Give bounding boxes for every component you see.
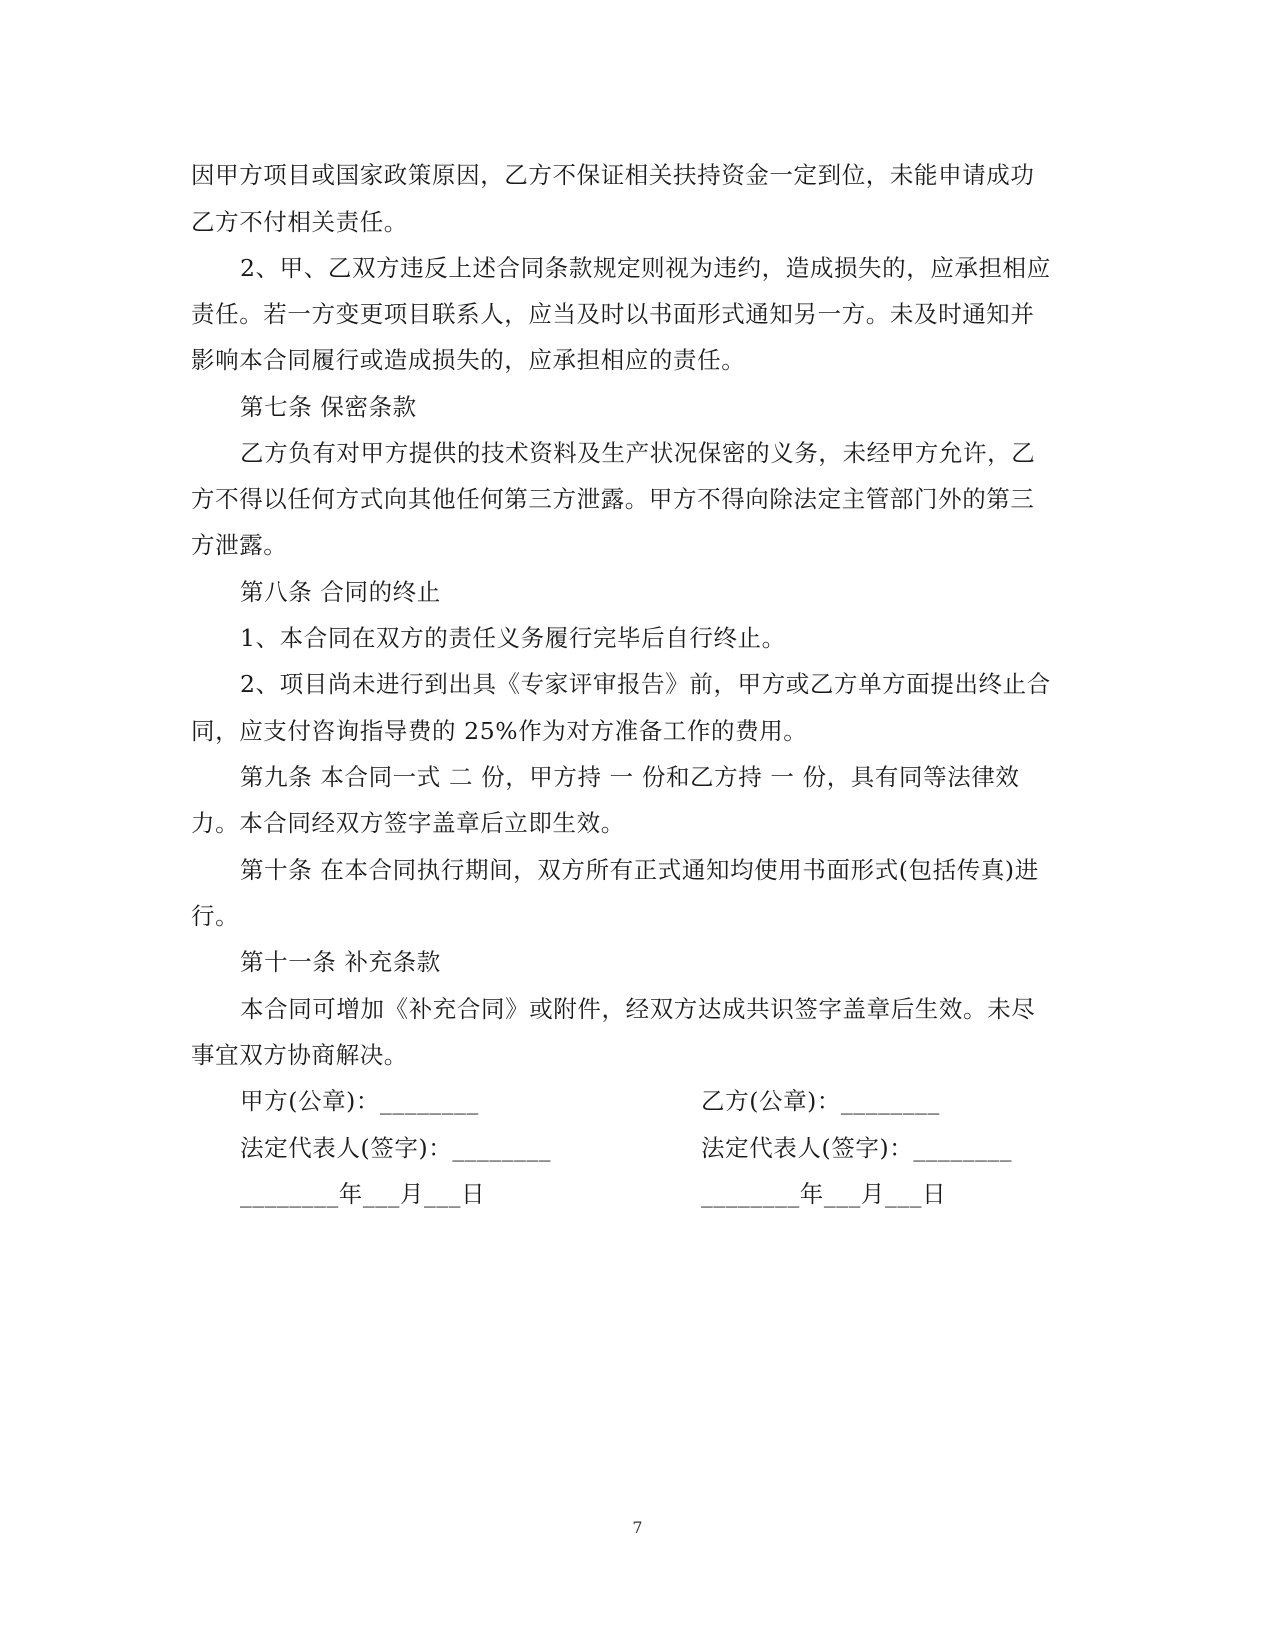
page-number: 7 xyxy=(632,1518,643,1537)
body-line: 同，应支付咨询指导费的 25%作为对方准备工作的费用。 xyxy=(191,717,808,745)
section-heading: 第九条 本合同一式 二 份，甲方持 一 份和乙方持 一 份，具有同等法律效 xyxy=(240,763,1020,791)
body-line: 事宜双方协商解决。 xyxy=(191,1041,408,1069)
body-line: 责任。若一方变更项目联系人，应当及时以书面形式通知另一方。未及时通知并 xyxy=(191,300,1035,328)
body-line: 影响本合同履行或造成损失的，应承担相应的责任。 xyxy=(191,346,746,374)
section-heading: 第七条 保密条款 xyxy=(240,393,417,421)
party-b-date: ________年___月___日 xyxy=(701,1180,947,1208)
party-a-date: ________年___月___日 xyxy=(240,1180,486,1208)
section-heading: 第八条 合同的终止 xyxy=(240,578,441,606)
body-line: 乙方负有对甲方提供的技术资料及生产状况保密的义务，未经甲方允许，乙 xyxy=(240,439,1036,467)
body-line: 1、本合同在双方的责任义务履行完毕后自行终止。 xyxy=(240,624,786,652)
body-line: 2、项目尚未进行到出具《专家评审报告》前，甲方或乙方单方面提出终止合 xyxy=(240,670,1051,698)
body-line: 乙方不付相关责任。 xyxy=(191,208,408,236)
party-b-seal: 乙方(公章)：________ xyxy=(701,1087,940,1115)
body-line: 方泄露。 xyxy=(191,531,288,559)
party-a-seal: 甲方(公章)：________ xyxy=(240,1087,479,1115)
section-heading: 第十一条 补充条款 xyxy=(240,948,441,976)
party-a-representative: 法定代表人(签字)：________ xyxy=(240,1134,552,1162)
body-line: 力。本合同经双方签字盖章后立即生效。 xyxy=(191,809,625,837)
body-line: 方不得以任何方式向其他任何第三方泄露。甲方不得向除法定主管部门外的第三 xyxy=(191,485,1035,513)
section-heading: 第十条 在本合同执行期间，双方所有正式通知均使用书面形式(包括传真)进 xyxy=(240,856,1039,884)
body-line: 2、甲、乙双方违反上述合同条款规定则视为违约，造成损失的，应承担相应 xyxy=(240,254,1051,282)
party-b-representative: 法定代表人(签字)：________ xyxy=(701,1134,1013,1162)
body-line: 因甲方项目或国家政策原因，乙方不保证相关扶持资金一定到位，未能申请成功 xyxy=(191,161,1035,189)
body-line: 行。 xyxy=(191,902,240,930)
body-line: 本合同可增加《补充合同》或附件，经双方达成共识签字盖章后生效。未尽 xyxy=(240,995,1036,1023)
